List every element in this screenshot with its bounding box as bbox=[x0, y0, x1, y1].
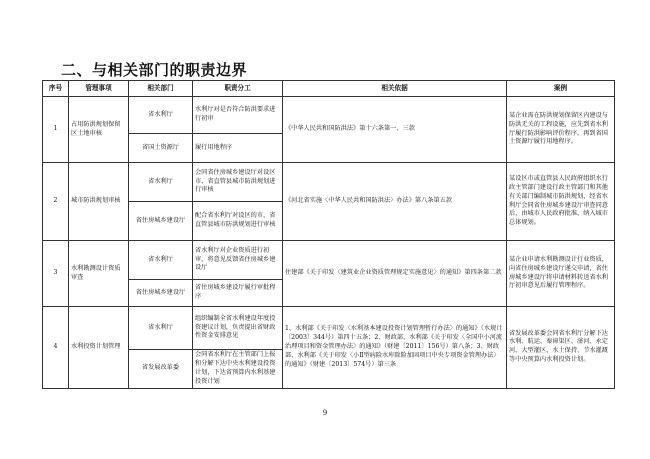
row-dept: 省国土资源厅 bbox=[129, 134, 193, 163]
row-case: 某企业申请水利勘测设计行业资质，向省住房城乡建设厅递交申请，省住房城乡建设厅将申请材料转送省水利厅初审意见后履行管理程序。 bbox=[507, 241, 615, 307]
row-item: 水利勘测设计资质审查 bbox=[69, 241, 129, 307]
row-dept: 省住房城乡建设厅 bbox=[129, 202, 193, 241]
row-duty: 水利厅对是否符合防洪要求进行初审 bbox=[193, 97, 283, 134]
table-row bbox=[43, 163, 615, 202]
header-case: 案例 bbox=[507, 81, 615, 97]
header-item: 管理事项 bbox=[69, 81, 129, 97]
row-item: 城市防洪规划审核 bbox=[69, 163, 129, 241]
row-case: 某设区市或直管县人民政府组织水行政主管部门建设行政主管部门和其他有关部门编制城市防洪规划，经省水利厅会同省住房城乡建设厅审查同意后，由城市人民政府批准，纳入城市总体规划。 bbox=[507, 163, 615, 241]
row-number: 3 bbox=[43, 241, 69, 307]
row-number: 2 bbox=[43, 163, 69, 241]
section-title: 二、与相关部门的职责边界 bbox=[61, 61, 248, 79]
row-duty: 省住房城乡建设厅履行审批程序 bbox=[193, 280, 283, 307]
row-basis: 《中华人民共和国防洪法》第十六条第一、三款 bbox=[283, 97, 507, 163]
table-row bbox=[43, 97, 615, 134]
header-duty: 职责分工 bbox=[193, 81, 283, 97]
row-dept: 省水利厅 bbox=[129, 163, 193, 202]
row-case: 省发展改革委会同省水利厅分解下达水利、航运、秦漳渠区、滏河、永定河、大型灌区、水土保持、节水灌溉等中央预算内水利投资计划。 bbox=[507, 307, 615, 389]
row-number: 1 bbox=[43, 97, 69, 163]
row-basis: 1、水利部《关于印发〈水利基本建设投资计划管理暂行办法〉的通知》（水规计〔2003〕344号）第四十五条；2、财政部、水利部《关于印发〈全国中小河流治理项目和资金管理办法〉的通知》（财建〔2011〕156号）第八条；3、财政部、水利部《关于印发〈小Ⅱ型病险水库除险加固项目中央专项资金管理办法〉的通知》（财建〔2013〕574号）第三条 bbox=[283, 307, 507, 389]
row-dept: 省发展改革委 bbox=[129, 350, 193, 389]
row-item: 水利投资计划管理 bbox=[69, 307, 129, 389]
header-basis: 相关依据 bbox=[283, 81, 507, 97]
row-duty: 组织编制全省水利建设年度投资建议计划，负责提出省财政性资金安排意见 bbox=[193, 307, 283, 350]
responsibility-boundary-table bbox=[42, 80, 615, 389]
row-duty: 履行用地程序 bbox=[193, 134, 283, 163]
row-case: 某企业需在防洪规划保留区内建设与防洪无关的工程设施，应先到省水利厅履行防洪影响评价程序，再到省国土资源厅履行用地程序。 bbox=[507, 97, 615, 163]
row-duty: 省水利厅对企业资质进行初审，将意见反馈省住房城乡建设厅 bbox=[193, 241, 283, 280]
row-duty: 会同省水利厅在主管部门上报和分解下达中央水利建设投资计划，下达省预算内水利基建投资计划 bbox=[193, 350, 283, 389]
row-dept: 省水利厅 bbox=[129, 241, 193, 280]
row-number: 4 bbox=[43, 307, 69, 389]
table-row bbox=[43, 241, 615, 280]
row-dept: 省住房城乡建设厅 bbox=[129, 280, 193, 307]
header-no: 序号 bbox=[43, 81, 69, 97]
table-row bbox=[43, 307, 615, 350]
row-basis: 住建部《关于印发〈建筑业企业资质管理规定实施意见〉的通知》第四条第二款 bbox=[283, 241, 507, 307]
page-number: 9 bbox=[322, 409, 328, 417]
row-duty: 配合省水利厅对设区的市、省直管县城市防洪规划进行审核 bbox=[193, 202, 283, 241]
row-duty: 会同省住房城乡建设厅对设区市、省直管县城市防洪规划进行审核 bbox=[193, 163, 283, 202]
row-basis: 《河北省实施〈中华人民共和国防洪法〉办法》第八条第五款 bbox=[283, 163, 507, 241]
row-dept: 省水利厅 bbox=[129, 97, 193, 134]
header-dept: 相关部门 bbox=[129, 81, 193, 97]
row-item: 占用防洪规划保留区土地审核 bbox=[69, 97, 129, 163]
table-header-row bbox=[43, 81, 615, 97]
row-dept: 省水利厅 bbox=[129, 307, 193, 350]
